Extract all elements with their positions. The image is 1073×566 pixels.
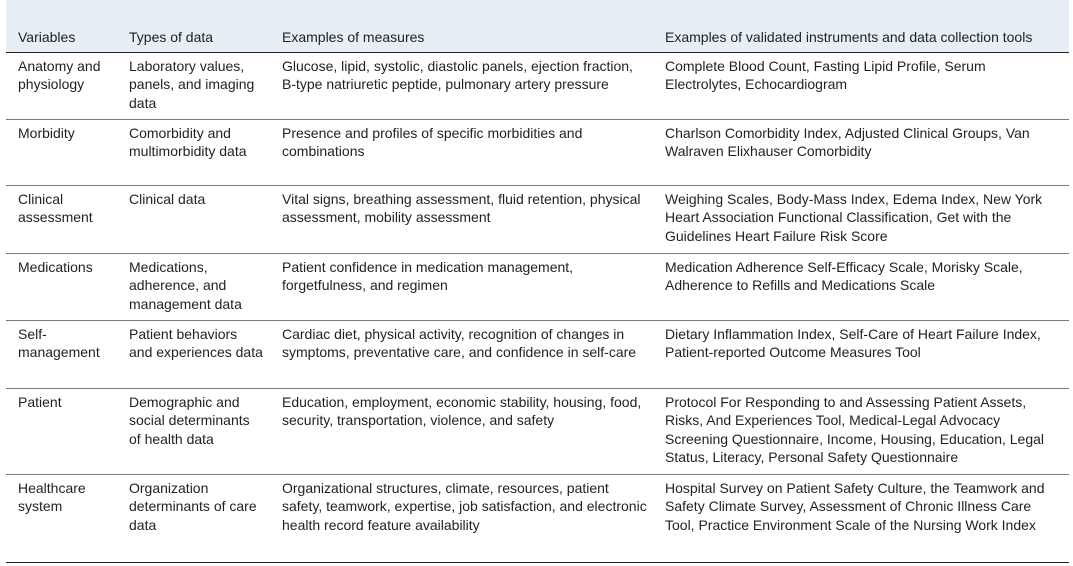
header-types-of-data: Types of data: [117, 0, 270, 52]
table-header: [6, 0, 1069, 52]
header-row: [6, 0, 1069, 52]
cell-instruments: Dietary Inflammation Index, Self-Care of Heart Failure Index, Patient-reported Outcome Measures Tool: [653, 320, 1069, 388]
cell-instruments: Weighing Scales, Body-Mass Index, Edema Index, New York Heart Association Functional Classification, Get with the Guidelines Heart Failure Risk Score: [653, 185, 1069, 253]
table-row: [6, 388, 1069, 474]
cell-variable: Clinical assessment: [6, 185, 117, 253]
cell-instruments: Protocol For Responding to and Assessing Patient Assets, Risks, And Experiences Tool, Medical-Legal Advocacy Screening Questionnaire, Income, Housing, Education, Legal Status, Literacy, Personal Safety Questionnaire: [653, 388, 1069, 474]
cell-instruments: Hospital Survey on Patient Safety Culture, the Teamwork and Safety Climate Survey, Assessment of Chronic Illness Care Tool, Practice Environment Scale of the Nursing Work Index: [653, 474, 1069, 562]
cell-instruments: Medication Adherence Self-Efficacy Scale, Morisky Scale, Adherence to Refills and Medications Scale: [653, 253, 1069, 320]
cell-variable: Medications: [6, 253, 117, 320]
cell-type: Patient behaviors and experiences data: [117, 320, 270, 388]
cell-measures: Vital signs, breathing assessment, fluid retention, physical assessment, mobility assessment: [270, 185, 653, 253]
variables-table-container: [6, 0, 1069, 563]
cell-type: Medications, adherence, and management data: [117, 253, 270, 320]
cell-measures: Presence and profiles of specific morbidities and combinations: [270, 119, 653, 185]
variables-table: [6, 0, 1069, 563]
header-variables: Variables: [6, 0, 117, 52]
cell-measures: Organizational structures, climate, resources, patient safety, teamwork, expertise, job satisfaction, and electronic health record feature availability: [270, 474, 653, 562]
table-row: [6, 320, 1069, 388]
cell-instruments: Complete Blood Count, Fasting Lipid Profile, Serum Electrolytes, Echocardiogram: [653, 52, 1069, 119]
cell-instruments: Charlson Comorbidity Index, Adjusted Clinical Groups, Van Walraven Elixhauser Comorbidity: [653, 119, 1069, 185]
cell-measures: Cardiac diet, physical activity, recognition of changes in symptoms, preventative care, and confidence in self-care: [270, 320, 653, 388]
cell-measures: Patient confidence in medication management, forgetfulness, and regimen: [270, 253, 653, 320]
cell-variable: Morbidity: [6, 119, 117, 185]
cell-type: Comorbidity and multimorbidity data: [117, 119, 270, 185]
header-examples-of-instruments: Examples of validated instruments and data collection tools: [653, 0, 1069, 52]
cell-variable: Self-management: [6, 320, 117, 388]
table-row: [6, 52, 1069, 119]
table-row: [6, 474, 1069, 562]
cell-variable: Patient: [6, 388, 117, 474]
table-row: [6, 185, 1069, 253]
table-row: [6, 253, 1069, 320]
cell-variable: Healthcare system: [6, 474, 117, 562]
cell-type: Organization determinants of care data: [117, 474, 270, 562]
table-body: [6, 52, 1069, 562]
cell-type: Clinical data: [117, 185, 270, 253]
cell-type: Demographic and social determinants of health data: [117, 388, 270, 474]
cell-measures: Education, employment, economic stability, housing, food, security, transportation, violence, and safety: [270, 388, 653, 474]
cell-type: Laboratory values, panels, and imaging data: [117, 52, 270, 119]
cell-variable: Anatomy and physiology: [6, 52, 117, 119]
table-row: [6, 119, 1069, 185]
cell-measures: Glucose, lipid, systolic, diastolic panels, ejection fraction, B-type natriuretic peptide, pulmonary artery pressure: [270, 52, 653, 119]
header-examples-of-measures: Examples of measures: [270, 0, 653, 52]
